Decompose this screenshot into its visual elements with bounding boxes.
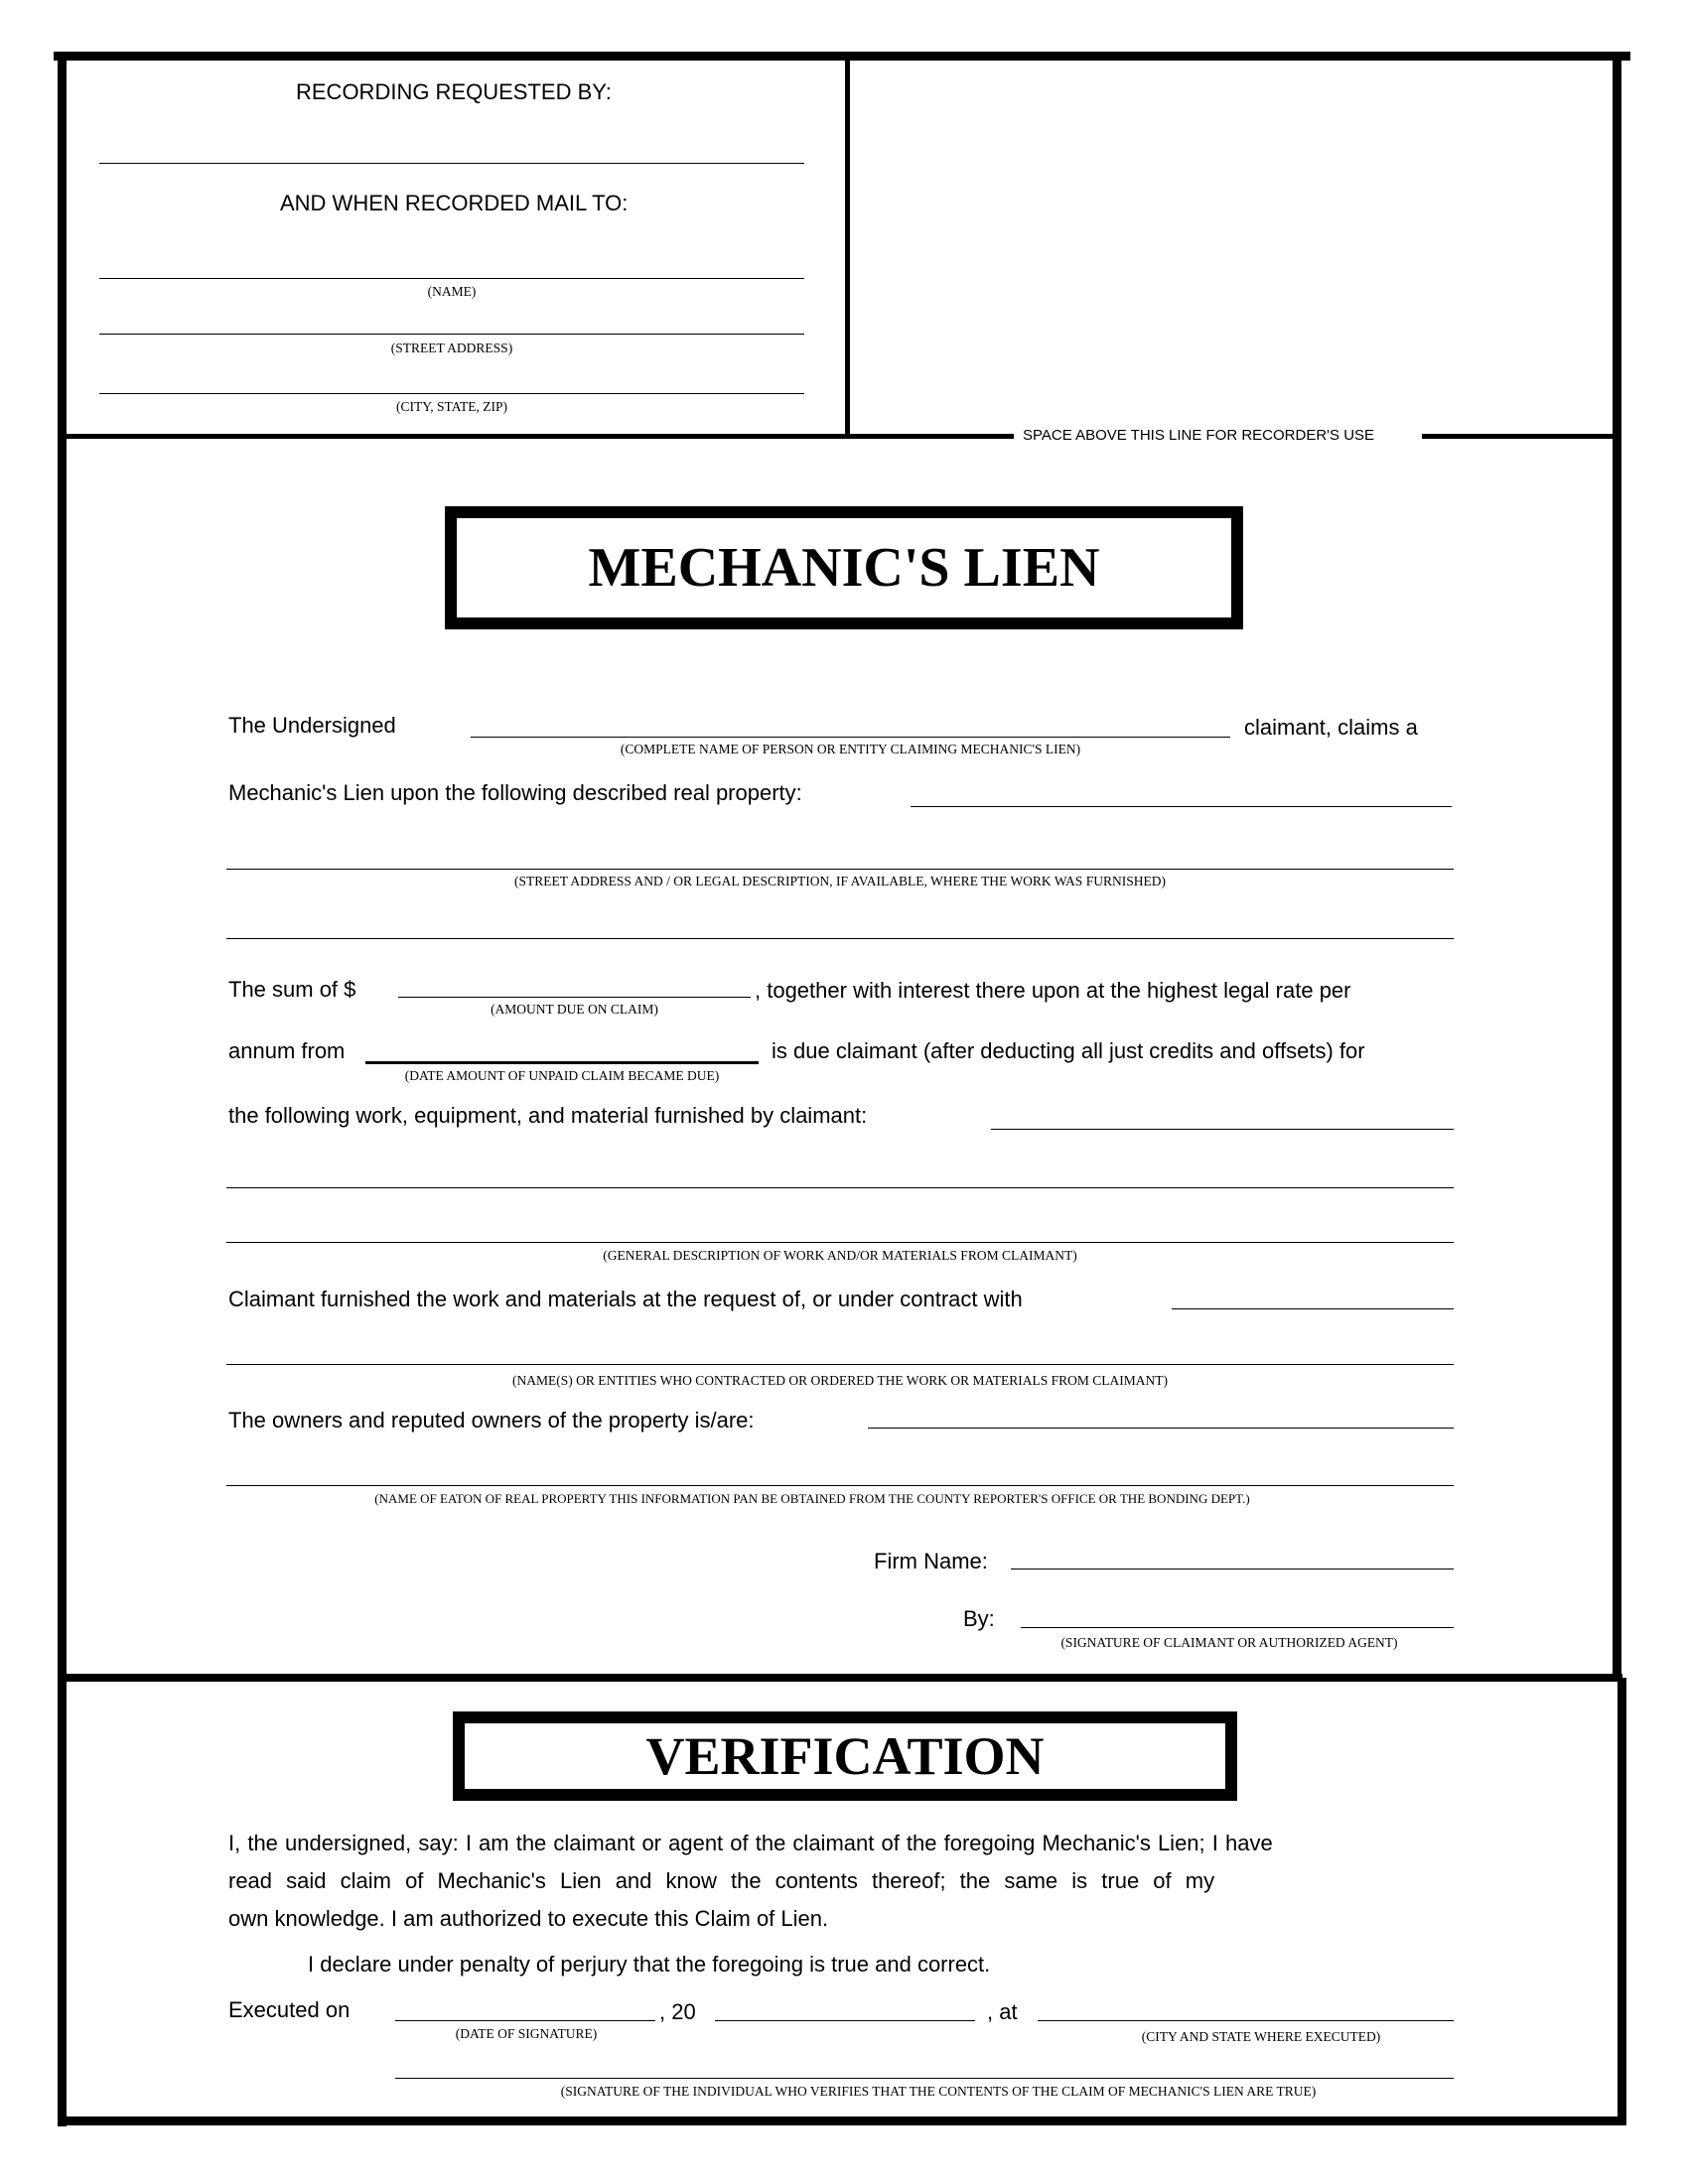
- lien-title-box: [445, 506, 1243, 629]
- following-work-label: the following work, equipment, and material furnished by claimant:: [228, 1103, 868, 1128]
- recording-requested-field[interactable]: [99, 163, 804, 164]
- frame-right: [1613, 52, 1621, 1678]
- date-signature-field[interactable]: [395, 2020, 655, 2021]
- property-field-3[interactable]: [226, 938, 1454, 939]
- owners-field-2[interactable]: [226, 1485, 1454, 1486]
- property-field-2[interactable]: [226, 869, 1454, 870]
- mail-city-field[interactable]: [99, 393, 804, 394]
- annum-from-label: annum from: [228, 1038, 346, 1063]
- frame-bottom: [58, 2116, 1626, 2125]
- comma-20-label: , 20: [659, 1999, 696, 2024]
- work-field-3[interactable]: [226, 1242, 1454, 1243]
- declare-statement: I declare under penalty of perjury that the foregoing is true and correct.: [308, 1952, 991, 1977]
- verification-line-1: I, the undersigned, say: I am the claimant or agent of the claimant of the foregoing Mechanic's Lien; I have: [228, 1831, 1273, 1855]
- undersigned-label: The Undersigned: [228, 713, 396, 738]
- header-divider-right-b: [1422, 434, 1617, 439]
- claimant-claims-label: claimant, claims a: [1244, 715, 1418, 740]
- lien-upon-label: Mechanic's Lien upon the following described real property:: [228, 780, 802, 805]
- amount-field[interactable]: [398, 997, 751, 998]
- frame-top: [54, 52, 1630, 61]
- work-field-2[interactable]: [226, 1187, 1454, 1188]
- sum-label: The sum of $: [228, 977, 356, 1002]
- lien-title: MECHANIC'S LIEN: [588, 537, 1100, 599]
- claimant-caption: (COMPLETE NAME OF PERSON OR ENTITY CLAIMING MECHANIC'S LIEN): [620, 742, 1081, 756]
- name-caption: (NAME): [427, 284, 477, 299]
- frame-right-lower: [1618, 1678, 1626, 2124]
- request-of-label: Claimant furnished the work and materials at the request of, or under contract with: [228, 1287, 1023, 1311]
- header-divider-right-a: [850, 434, 1014, 439]
- contractor-field-1[interactable]: [1172, 1308, 1454, 1309]
- owners-field-1[interactable]: [868, 1428, 1454, 1429]
- recording-requested-label: RECORDING REQUESTED BY:: [296, 79, 612, 104]
- city-caption: (CITY, STATE, ZIP): [396, 399, 507, 414]
- owners-label: The owners and reputed owners of the property is/are:: [228, 1408, 755, 1433]
- signature-caption: (SIGNATURE OF CLAIMANT OR AUTHORIZED AGENT): [1060, 1635, 1398, 1650]
- comma-at-label: , at: [987, 1999, 1018, 2024]
- date-due-caption: (DATE AMOUNT OF UNPAID CLAIM BECAME DUE): [404, 1068, 720, 1083]
- firm-name-field[interactable]: [1011, 1569, 1454, 1570]
- amount-caption: (AMOUNT DUE ON CLAIM): [491, 1002, 658, 1017]
- mail-street-field[interactable]: [99, 334, 804, 335]
- verification-title: VERIFICATION: [645, 1726, 1045, 1786]
- date-due-field[interactable]: [365, 1061, 759, 1064]
- property-field-1[interactable]: [911, 806, 1452, 807]
- property-caption: (STREET ADDRESS AND / OR LEGAL DESCRIPTION, IF AVAILABLE, WHERE THE WORK WAS FURNISHED): [514, 874, 1166, 888]
- work-field-1[interactable]: [991, 1129, 1454, 1130]
- verifier-caption: (SIGNATURE OF THE INDIVIDUAL WHO VERIFIES THAT THE CONTENTS OF THE CLAIM OF MECHANIC'S LIEN ARE TRUE): [560, 2084, 1317, 2099]
- year-field[interactable]: [715, 2020, 975, 2021]
- header-divider-vertical: [845, 58, 850, 439]
- verifier-signature-field[interactable]: [395, 2078, 1454, 2079]
- city-state-caption: (CITY AND STATE WHERE EXECUTED): [1141, 2029, 1381, 2044]
- verification-line-2: read said claim of Mechanic's Lien and know the contents thereof; the same is true of my: [228, 1868, 1215, 1893]
- recorder-use-label: SPACE ABOVE THIS LINE FOR RECORDER'S USE: [1023, 427, 1375, 444]
- date-signature-caption: (DATE OF SIGNATURE): [455, 2026, 598, 2041]
- signature-field[interactable]: [1021, 1627, 1454, 1628]
- executed-on-label: Executed on: [228, 1997, 351, 2022]
- section-divider: [62, 1674, 1622, 1682]
- work-caption: (GENERAL DESCRIPTION OF WORK AND/OR MATERIALS FROM CLAIMANT): [603, 1248, 1077, 1263]
- claimant-name-field[interactable]: [471, 737, 1230, 738]
- city-state-field[interactable]: [1038, 2020, 1454, 2021]
- contractor-caption: (NAME(S) OR ENTITIES WHO CONTRACTED OR ORDERED THE WORK OR MATERIALS FROM CLAIMANT): [512, 1373, 1168, 1388]
- due-claimant-label: is due claimant (after deducting all just credits and offsets) for: [772, 1038, 1365, 1063]
- mail-name-field[interactable]: [99, 278, 804, 279]
- together-with-label: , together with interest there upon at the highest legal rate per: [755, 978, 1351, 1003]
- street-caption: (STREET ADDRESS): [390, 341, 513, 355]
- by-label: By:: [963, 1606, 995, 1631]
- contractor-field-2[interactable]: [226, 1364, 1454, 1365]
- verification-title-box: [453, 1711, 1237, 1801]
- frame-left: [58, 52, 67, 2126]
- owners-caption: (NAME OF EATON OF REAL PROPERTY THIS INFORMATION PAN BE OBTAINED FROM THE COUNTY REPORTER'S OFFICE OR THE BONDING DEPT.): [374, 1491, 1250, 1506]
- mail-to-label: AND WHEN RECORDED MAIL TO:: [280, 191, 629, 215]
- firm-name-label: Firm Name:: [874, 1549, 988, 1573]
- header-divider-left: [62, 434, 846, 439]
- verification-line-3: own knowledge. I am authorized to execute this Claim of Lien.: [228, 1906, 829, 1931]
